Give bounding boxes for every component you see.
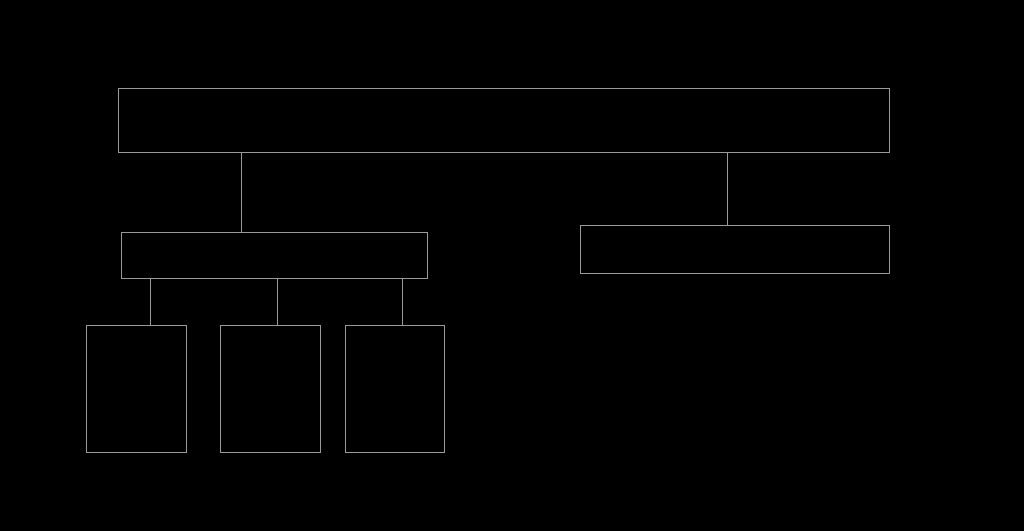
department-label-line: мещения — [111, 348, 162, 364]
connector-mgmt-to-dept-3 — [402, 279, 403, 325]
department-label-line: мещения — [370, 348, 420, 364]
department-label-line: мещения — [245, 348, 296, 364]
department-label-line: государ- — [371, 366, 419, 381]
connector-root-to-mgmt-b — [727, 153, 728, 225]
department-label-line: ственных за- — [101, 383, 172, 399]
department-label-line: мышленной — [103, 418, 170, 434]
management-node-strategic — [580, 225, 890, 274]
connector-mgmt-to-dept-1 — [150, 279, 151, 325]
department-label-line: государ- — [247, 366, 294, 381]
department-label-line: сфере — [120, 436, 153, 451]
approval-note: (утверждена постановлением Правительства области от 28.10.2013 № 1091) — [256, 49, 768, 65]
connector-root-to-mgmt-a — [241, 153, 242, 232]
department-label-line: циальной — [368, 418, 422, 434]
department-label-line: государ- — [113, 366, 160, 381]
chart-subtitle: Комитета государственного заказа Вологодской области — [322, 29, 702, 45]
department-node-industrial — [86, 325, 187, 453]
department-label-line: Отдел раз- — [107, 331, 166, 346]
department-node-social — [345, 325, 445, 453]
department-label-line: казов в со- — [365, 401, 425, 416]
department-node-healthcare — [220, 325, 321, 453]
management-node-label: Управление размещения государственных заказов — [125, 237, 424, 252]
root-node-committee — [118, 88, 890, 153]
chart-title: СТРУКТУРА — [463, 5, 561, 22]
department-label-line: казов в сфе- — [237, 401, 304, 416]
management-node-label: Управление стратегического развития — [621, 232, 849, 247]
department-label-line: Отдел раз- — [241, 331, 300, 346]
department-label-line: охранения — [241, 436, 300, 451]
connector-mgmt-to-dept-2 — [277, 279, 278, 325]
department-label-line: ственных за- — [359, 383, 431, 399]
department-label-line: ре здраво- — [242, 418, 299, 434]
root-node-label: Комитет государственного заказа Вологодской области — [317, 112, 691, 129]
department-label-line: казов в про- — [103, 401, 170, 416]
department-label-line: сфере — [378, 436, 412, 451]
department-label-line: ственных за- — [235, 383, 306, 399]
management-node-procurement — [121, 232, 428, 279]
department-label-line: Отдел раз- — [365, 331, 425, 346]
